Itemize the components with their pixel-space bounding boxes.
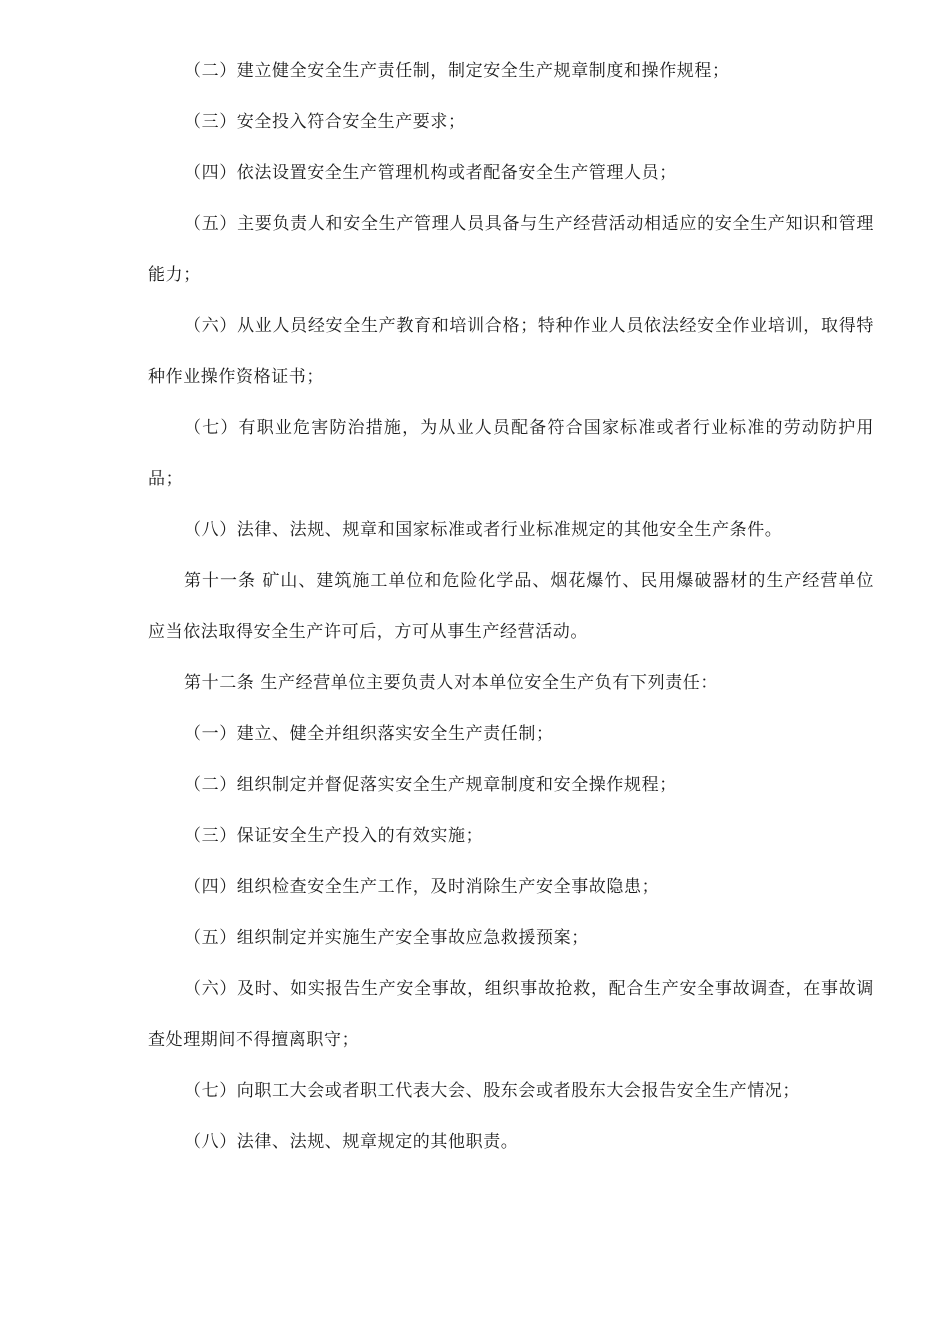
paragraph-item-6: （六）从业人员经安全生产教育和培训合格；特种作业人员依法经安全作业培训，取得特种作业操作资格证书； — [148, 316, 874, 387]
duty-item-4: （四）组织检查安全生产工作，及时消除生产安全事故隐患； — [184, 877, 660, 897]
paragraph-item-7: （七）有职业危害防治措施，为从业人员配备符合国家标准或者行业标准的劳动防护用品； — [148, 418, 874, 489]
paragraph-item-4: （四）依法设置安全生产管理机构或者配备安全生产管理人员； — [184, 163, 677, 183]
duty-item-2: （二）组织制定并督促落实安全生产规章制度和安全操作规程； — [184, 775, 677, 795]
article-11: 第十一条 矿山、建筑施工单位和危险化学品、烟花爆竹、民用爆破器材的生产经营单位应当依法取得安全生产许可后，方可从事生产经营活动。 — [148, 571, 874, 642]
paragraph-item-5: （五）主要负责人和安全生产管理人员具备与生产经营活动相适应的安全生产知识和管理能力； — [148, 214, 874, 285]
duty-item-6: （六）及时、如实报告生产安全事故，组织事故抢救，配合生产安全事故调查，在事故调查处理期间不得擅离职守； — [148, 979, 874, 1050]
paragraph-item-8: （八）法律、法规、规章和国家标准或者行业标准规定的其他安全生产条件。 — [184, 520, 783, 540]
paragraph-item-2: （二）建立健全安全生产责任制，制定安全生产规章制度和操作规程； — [184, 61, 730, 81]
document-body — [148, 46, 874, 1168]
duty-item-8: （八）法律、法规、规章规定的其他职责。 — [184, 1132, 519, 1152]
duty-item-7: （七）向职工大会或者职工代表大会、股东会或者股东大会报告安全生产情况； — [184, 1081, 800, 1101]
duty-item-3: （三）保证安全生产投入的有效实施； — [184, 826, 484, 846]
duty-item-1: （一）建立、健全并组织落实安全生产责任制； — [184, 724, 554, 744]
article-12: 第十二条 生产经营单位主要负责人对本单位安全生产负有下列责任： — [184, 673, 719, 693]
paragraph-item-3: （三）安全投入符合安全生产要求； — [184, 112, 466, 132]
duty-item-5: （五）组织制定并实施生产安全事故应急救援预案； — [184, 928, 589, 948]
